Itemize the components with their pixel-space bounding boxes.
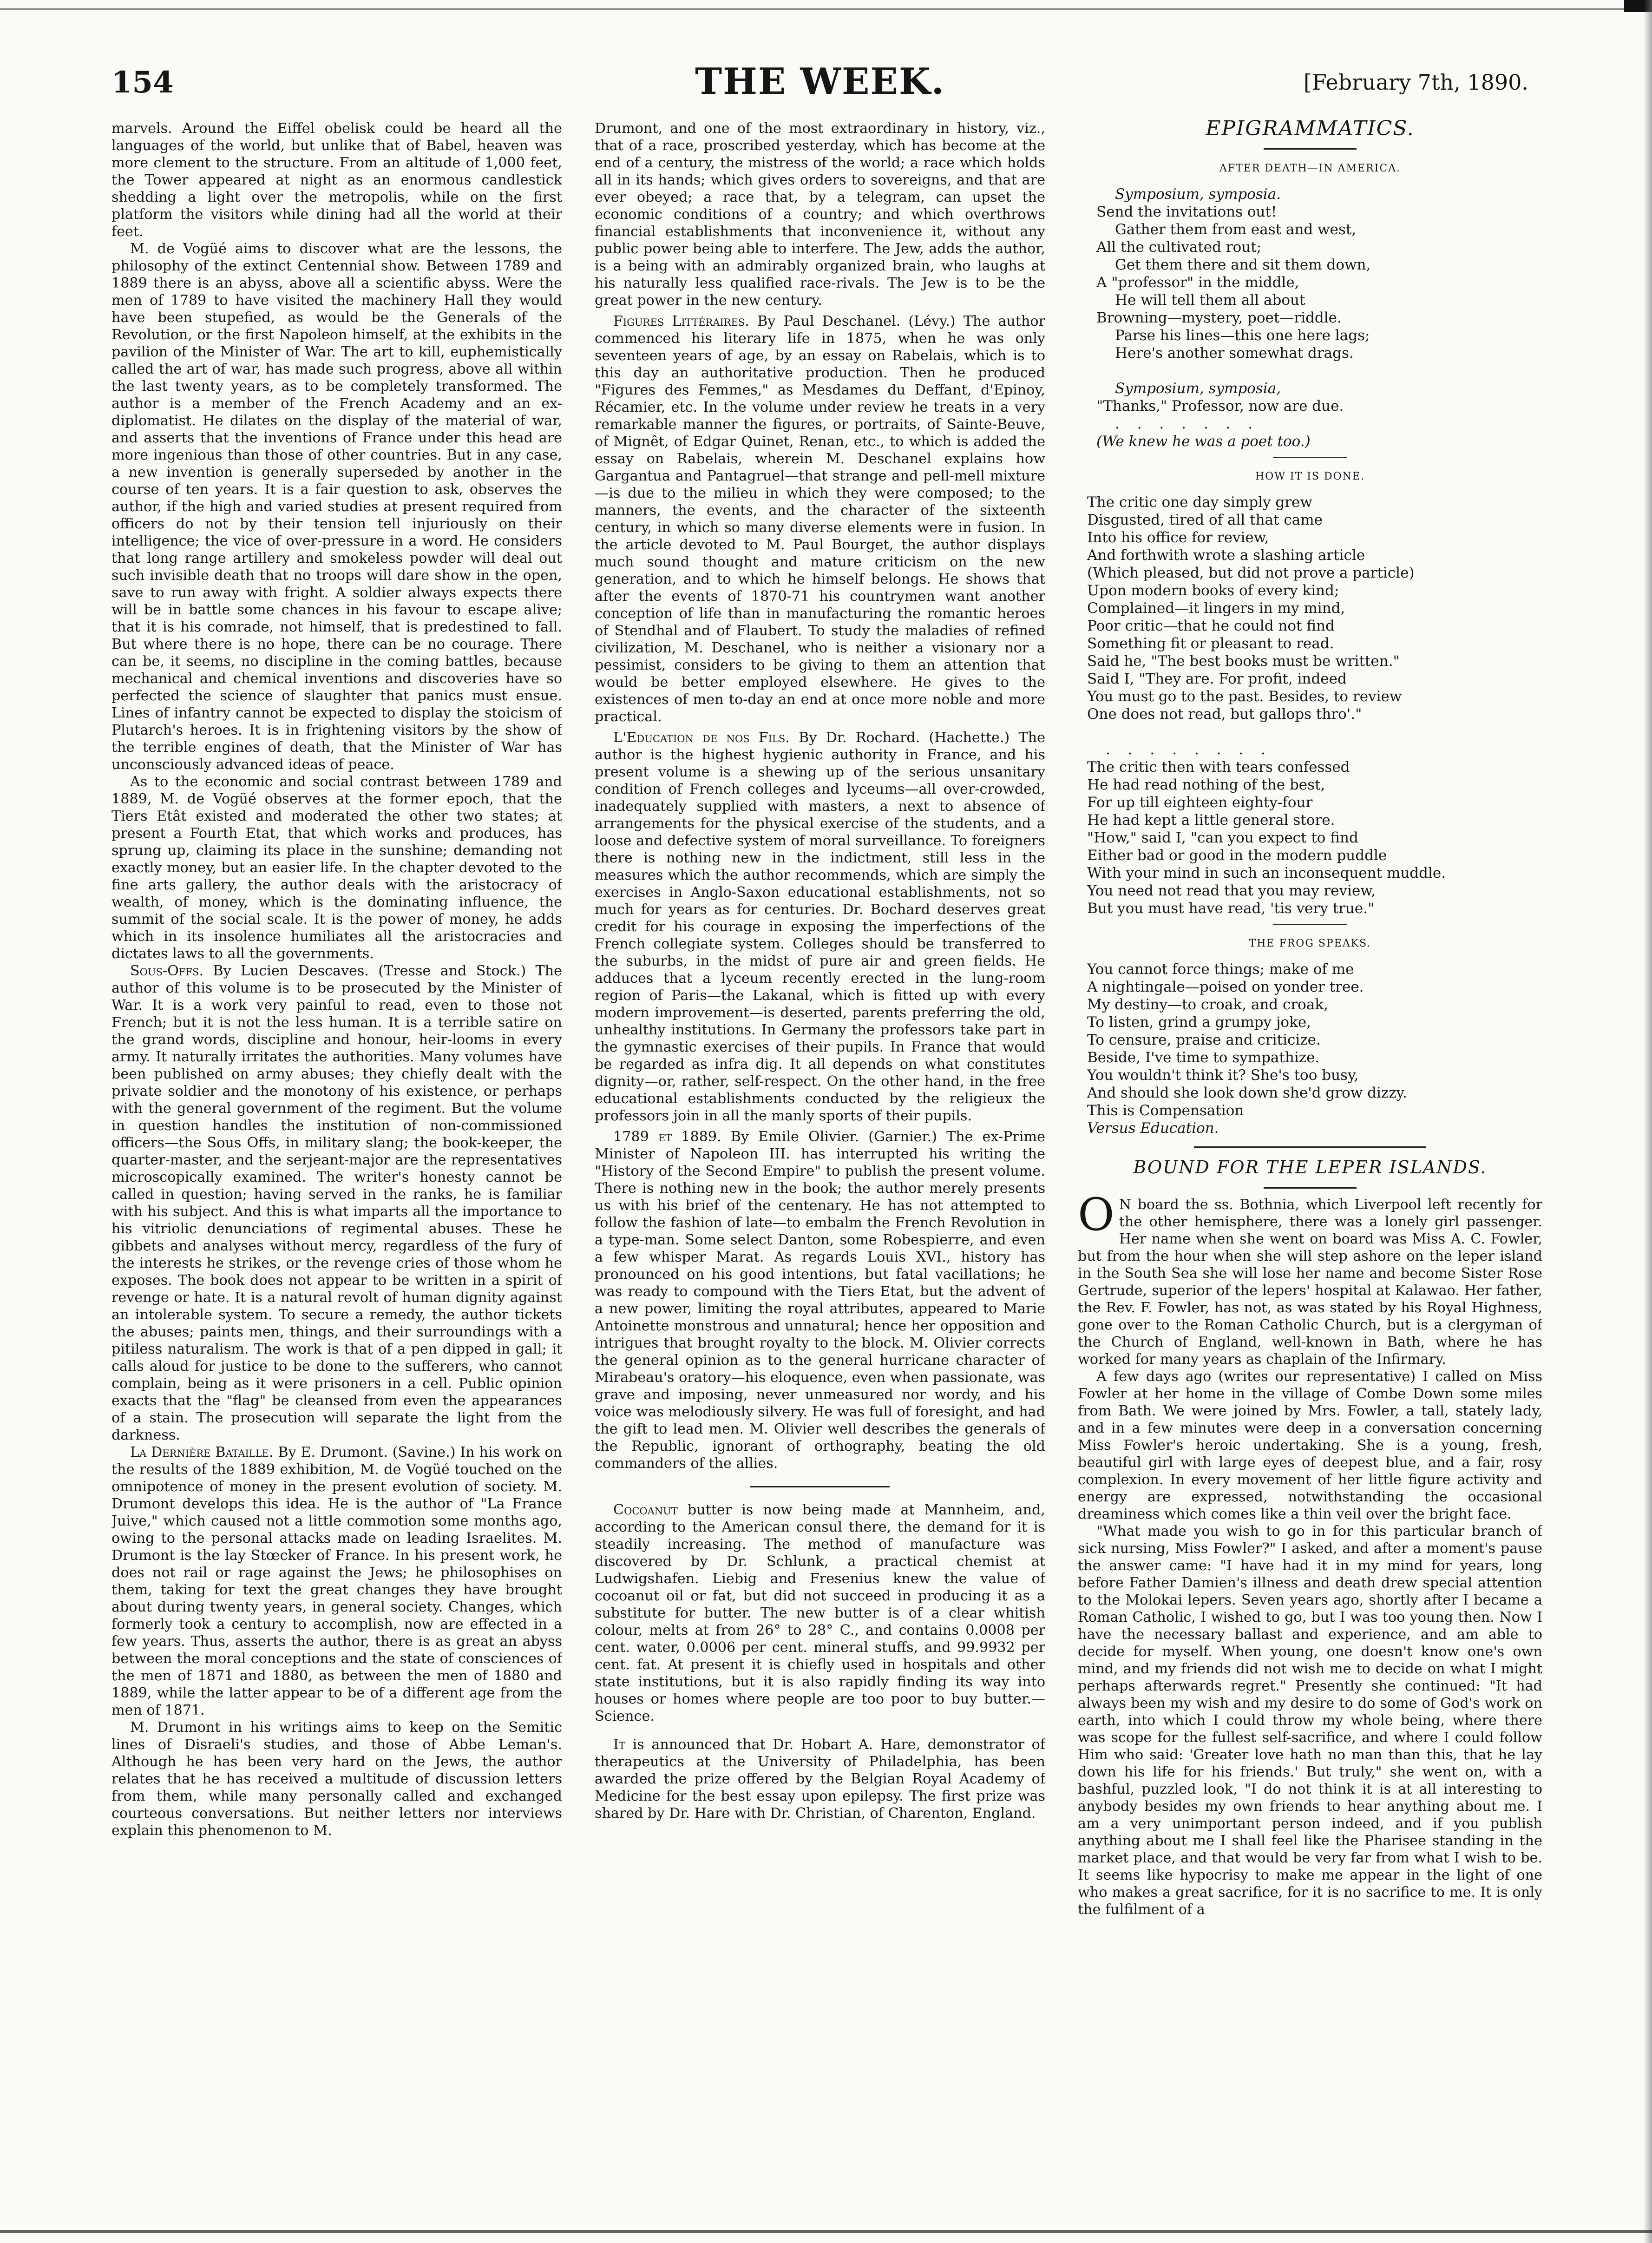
poem-line: To censure, praise and criticize.: [1087, 1032, 1321, 1048]
poem-line: And should she look down she'd grow dizzy.: [1087, 1085, 1407, 1101]
poem-line: But you must have read, 'tis very true.": [1087, 900, 1375, 917]
poem-line: And forthwith wrote a slashing article: [1087, 547, 1365, 564]
poem-line: The critic then with tears confessed: [1087, 759, 1350, 776]
poem-line: (We knew he was a poet too.): [1096, 433, 1311, 450]
paragraph: M. Drumont in his writings aims to keep on the Semitic lines of Disraeli's studies, and those of Abbe Leman's. Although he has been very hard on the Jews, the author relates that he has received a multitude of discussion letters from them, while many personally called and exchanged courteous conversations. But neither letters nor interviews explain this phenomenon to M.: [111, 1719, 562, 1839]
poem-line: Gather them from east and west,: [1115, 221, 1357, 238]
poem-line: Symposium, symposia.: [1115, 186, 1281, 203]
poem-line: This is Compensation: [1087, 1102, 1244, 1119]
review-text: By Emile Olivier. (Garnier.) The ex-Prime Minister of Napoleon III. has interrupted his writing the "History of the Second Empire" to publish the present volume. There is nothing new in the book; the author merely presents us with his brief of the centenary. He has not attempted to follow the fashion of late—to embalm the French Revolution in a type-man. Some select Danton, some Robespierre, and even a few whisper Marat. As regards Louis XVI., history has pronounced on his good intentions, but fatal vacillations; he was ready to compound with the Tiers Etat, but the advent of a new power, limiting the royal attributes, appeared to Marie Antoinette monstrous and unnatural; hence her opposition and intrigues that brought royalty to the block. M. Olivier corrects the general opinion as to the general hurricane character of Mirabeau's oratory—his eloquence, even when passionate, was grave and imposing, never unmeasured nor wordy, and his voice was melodiously silvery. He was full of foresight, and had the gift to lead men. M. Olivier well describes the generals of the Republic, ignorant of orthography, beating the old commanders of the allies.: [595, 1129, 1045, 1472]
review-text: By E. Drumont. (Savine.) In his work on the results of the 1889 exhibition, M. de Vogüé touched on the omnipotence of money in the present evolution of society. M. Drumont develops this idea. He is the author of "La France Juive," which caused not a little commotion some months ago, owing to the personal attacks made on leading Israelites. M. Drumont is the lay Stœcker of France. In his present work, he does not rail or rage against the Jews; he philosophises on them, taking for text the great changes they have brought about during twenty years, in general society. Changes, which formerly took a century to accomplish, now are effected in a few years. Thus, asserts the author, there is as great an abyss between the moral conceptions and the state of consciences of the men of 1871 and 1880, as between the men of 1880 and 1889, while the latter appear to be of a different age from the men of 1871.: [111, 1444, 562, 1718]
poem-line: Poor critic—that he could not find: [1087, 618, 1335, 634]
poem-title: AFTER DEATH—IN AMERICA.: [1219, 163, 1401, 174]
lead-word: It: [613, 1737, 625, 1753]
right-edge-shadow: [1644, 0, 1652, 2243]
poem-line: Something fit or pleasant to read.: [1087, 635, 1334, 652]
poem-line: Complained—it lingers in my mind,: [1087, 600, 1345, 617]
review-paragraph: [111, 962, 562, 1444]
poem-line: Disgusted, tired of all that came: [1087, 512, 1323, 528]
poem-line: He had read nothing of the best,: [1087, 776, 1325, 793]
poem-line: He will tell them all about: [1115, 292, 1305, 309]
divider: [1273, 457, 1347, 458]
column-2: [595, 120, 1045, 2220]
news-paragraph: [595, 1736, 1045, 1822]
poem-line: One does not read, but gallops thro'.": [1087, 706, 1362, 723]
poem-frog-speaks: [1087, 960, 1542, 1137]
poem-line: You need not read that you may review,: [1087, 882, 1376, 899]
poem-line: Beside, I've time to sympathize.: [1087, 1049, 1320, 1066]
news-paragraph: [595, 1501, 1045, 1725]
review-title: Sous-Offs.: [130, 963, 204, 979]
poem-line: Browning—mystery, poet—riddle.: [1096, 309, 1342, 326]
poem-line: Either bad or good in the modern puddle: [1087, 847, 1387, 864]
review-title: Figures Littéraires.: [613, 313, 749, 329]
top-edge-line: [0, 8, 1652, 10]
review-title: L'Education de nos Fils.: [613, 730, 790, 746]
poem-line: Said I, "They are. For profit, indeed: [1087, 671, 1347, 687]
bottom-edge-line: [0, 2230, 1652, 2233]
review-title: La Dernière Bataille.: [130, 1444, 274, 1460]
poem-line: Into his office for review,: [1087, 529, 1269, 546]
page-header: [111, 60, 1528, 116]
divider: [1264, 1187, 1357, 1189]
poem-line: The critic one day simply grew: [1087, 494, 1312, 511]
column-1: [111, 120, 562, 2220]
journal-title: THE WEEK.: [695, 60, 945, 103]
paragraph: Drumont, and one of the most extraordinary in history, viz., that of a race, proscribed yesterday, which has become at the end of a century, the mistress of the world; a race which holds all in its hands; which gives orders to sovereigns, and that are ever obeyed; a race that, by a telegram, can upset the economic conditions of a country; and which overthrows financial establishments that inconvenience it, without any public power being able to interfere. The Jew, adds the author, is a being with an admirably organized brain, who laughs at his naturally less qualified race-rivals. The Jew is to be the great power in the new century.: [595, 120, 1045, 309]
section-title-epigrammatics: EPIGRAMMATICS.: [1206, 120, 1415, 140]
poem-line: All the cultivated rout;: [1096, 239, 1262, 256]
poem-line: Get them there and sit them down,: [1115, 257, 1371, 273]
poem-how-it-is-done: [1087, 493, 1542, 917]
poem-line: For up till eighteen eighty-four: [1087, 794, 1313, 811]
review-paragraph: [595, 1128, 1045, 1472]
divider: [750, 1486, 890, 1487]
section-title-leper-islands: BOUND FOR THE LEPER ISLANDS.: [1133, 1157, 1487, 1177]
review-title: 1789 et 1889.: [613, 1129, 721, 1145]
review-text: By Lucien Descaves. (Tresse and Stock.) The author of this volume is to be prosecuted by the Minister of War. It is a work very painful to read, even to those not French; but it is not the less human. It is a terrible satire on the grand words, discipline and honour, heir-looms in every army. It naturally irritates the authorities. Many volumes have been published on army abuses; they chiefly dealt with the private soldier and the monotony of his existence, or perhaps with the general government of the regiment. But the volume in question handles the institution of non-commissioned officers—the Sous Offs, in military slang; the book-keeper, the quarter-master, and the serjeant-major are the representatives microscopically examined. The writer's honesty cannot be called in question; having served in the ranks, he is familiar with his subject. And this is what imparts all the importance to his vitriolic denunciations of regimental abuses. These he gibbets and analyses without mercy, regardless of the fury of the interests he strikes, or the revenge cries of those whom he exposes. The book does not appear to be written in a spirit of revenge or hate. It is a natural revolt of human dignity against an intolerable system. To secure a remedy, the author tickets the abuses; paints men, things, and their surroundings with a pitiless naturalism. The work is that of a pen dipped in gall; it calls aloud for justice to be done to the sufferers, who cannot complain, being as it were prisoners in a cell. Public opinion exacts that the "flag" be cleansed from even the appearances of a stain. The prosecution will separate the light from the darkness.: [111, 963, 562, 1443]
poem-line: To listen, grind a grumpy joke,: [1087, 1014, 1311, 1031]
news-text: butter is now being made at Mannheim, and, according to the American consul there, the demand for it is steadily increasing. The method of manufacture was discovered by Dr. Schlunk, a practical chemist at Ludwigshafen. Liebig and Fresenius knew the value of cocoanut oil or fat, but did not succeed in producing it as a substitute for butter. The new butter is of a clear whitish colour, melts at from 26° to 28° C., and contains 0.0008 per cent. water, 0.0006 per cent. mineral stuffs, and 99.9932 per cent. fat. At present it is chiefly used in hospitals and other state institutions, but it is also rapidly finding its way into houses or homes where people are too poor to buy butter.—Science.: [595, 1502, 1045, 1724]
issue-date: [February 7th, 1890.: [1304, 70, 1528, 95]
news-text: is announced that Dr. Hobart A. Hare, demonstrator of therapeutics at the University of Philadelphia, has been awarded the prize offered by the Belgian Royal Academy of Medicine for the best essay upon epilepsy. The first prize was shared by Dr. Hare with Dr. Christian, of Charenton, England.: [595, 1737, 1045, 1822]
poem-line: (Which pleased, but did not prove a particle): [1087, 565, 1415, 581]
paragraph: M. de Vogüé aims to discover what are the lessons, the philosophy of the extinct Centennial show. Between 1789 and 1889 there is an abyss, above all a scientific abyss. Were the men of 1789 to have visited the machinery Hall they would have been stupefied, as would be the Generals of the Revolution, or the first Napoleon himself, at the exhibits in the pavilion of the Minister of War. The art to kill, euphemistically called the art of war, has made such progress, above all within the last twenty years, as to be completely transformed. The author is a member of the French Academy and an ex-diplomatist. He dilates on the display of the material of war, and asserts that the inventions of France under this head are more ingenious than those of other countries. But in any case, a new invention is generally superseded by another in the course of ten years. It is a fair question to ask, observes the author, if the high and varied studies at present required from officers do not by their tension tell injuriously on their intelligence; the vice of over-pressure in a word. He considers that long range artillery and smokeless powder will deal out such invisible death that no troops will dare show in the open, save to run away with fright. A soldier always expects there will be in battle some chances in his favour to escape alive; that it is his comrade, not himself, that is predestined to fall. But where there is no hope, there can be no courage. There can be, it seems, no discipline in the coming battles, because mechanical and chemical inventions and discoveries have so perfected the science of slaughter that panics must ensue. Lines of infantry cannot be expected to display the stoicism of Plutarch's heroes. It is in frightening visitors by the show of the terrible engines of death, that the Minister of War has unconsciously advanced ideas of peace.: [111, 241, 562, 773]
drop-cap: O: [1078, 1189, 1114, 1241]
poem-title: HOW IT IS DONE.: [1255, 471, 1365, 482]
poem-line: Symposium, symposia,: [1115, 380, 1281, 397]
divider: [1264, 148, 1357, 150]
column-3: [1078, 120, 1542, 2220]
poem-line: Parse his lines—this one here lags;: [1115, 327, 1370, 344]
ellipsis-line: . . . . . . .: [1115, 415, 1259, 432]
poem-line: Send the invitations out!: [1096, 204, 1277, 220]
paragraph: As to the economic and social contrast between 1789 and 1889, M. de Vogüé observes at the former epoch, that the Tiers Etât existed and moderated the other two states; at present a Fourth Etat, that which works and produces, has sprung up, claiming its place in the sunshine; demanding not exactly money, but an easier life. In the chapter devoted to the fine arts gallery, the author deals with the aristocracy of wealth, of money, which is the dominating influence, the summit of the social scale. It is the power of money, he adds which in its insolence humiliates all the aristocracies and dictates laws to all the governments.: [111, 774, 562, 962]
page-number: 154: [111, 65, 174, 100]
poem-line: He had kept a little general store.: [1087, 812, 1335, 829]
poem-line: "Thanks," Professor, now are due.: [1096, 398, 1344, 414]
poem-line: "How," said I, "can you expect to find: [1087, 829, 1358, 846]
poem-line: My destiny—to croak, and croak,: [1087, 996, 1328, 1013]
poem-line: Versus Education.: [1087, 1120, 1219, 1137]
review-paragraph: [595, 313, 1045, 725]
poem-title: THE FROG SPEAKS.: [1249, 938, 1371, 949]
review-paragraph: [111, 1444, 562, 1719]
poem-line: A nightingale—poised on yonder tree.: [1087, 979, 1364, 995]
ellipsis-line: . . . . . . . .: [1106, 741, 1272, 758]
divider: [1194, 1146, 1426, 1148]
poem-line: You cannot force things; make of me: [1087, 961, 1354, 978]
poem-line: A "professor" in the middle,: [1096, 274, 1299, 291]
article-opening: [1078, 1189, 1542, 1368]
review-paragraph: [595, 729, 1045, 1125]
poem-after-death: [1096, 185, 1542, 450]
poem-line: With your mind in such an inconsequent muddle.: [1087, 865, 1446, 881]
poem-line: Here's another somewhat drags.: [1115, 345, 1354, 362]
lead-word: Cocoanut: [613, 1502, 678, 1518]
divider: [1273, 924, 1347, 925]
poem-line: You must go to the past. Besides, to review: [1087, 688, 1402, 705]
article-text: N board the ss. Bothnia, which Liverpool left recently for the other hemisphere, there was a lonely girl passenger. Her name when she went on board was Miss A. C. Fowler, but from the hour when she will step ashore on the leper island in the South Sea she will lose her name and become Sister Rose Gertrude, superior of the lepers' hospital at Kalawao. Her father, the Rev. F. Fowler, has not, as was stated by his Royal Highness, gone over to the Roman Catholic Church, but is a clergyman of the Church of England, well-known in Bath, where he has worked for many years as chaplain of the Infirmary.: [1078, 1197, 1542, 1368]
poem-line: You wouldn't think it? She's too busy,: [1087, 1067, 1359, 1084]
paragraph: "What made you wish to go in for this particular branch of sick nursing, Miss Fowler?" I asked, and after a moment's pause the answer came: "I have had it in my mind for years, long before Father Damien's illness and death drew special attention to the Molokai lepers. Seven years ago, shortly after I became a Roman Catholic, I wished to go, but I was too young then. Now I have the necessary ballast and experience, and am able to decide for myself. When young, one doesn't know one's own mind, and my friends did not wish me to decide on what I might perhaps afterwards regret." Presently she continued: "It had always been my wish and my desire to do some of God's work on earth, into which I could throw my whole being, where there was scope for the fullest self-sacrifice, and where I could follow Him who said: 'Greater love hath no man than this, that he lay down his life for his friends.' But truly," she went on, with a bashful, puzzled look, "I do not think it is at all interesting to anybody besides my own friends to hear anything about me. I am a very unimportant person indeed, and if you publish anything about me I shall feel like the Pharisee standing in the market place, and that would be very far from what I wish to be. It seems like hypocrisy to make me appear in the light of one who makes a great sacrifice, for it is no sacrifice to me. It is only the fulfilment of a: [1078, 1523, 1542, 1918]
paragraph: A few days ago (writes our representative) I called on Miss Fowler at her home in the village of Combe Down some miles from Bath. We were joined by Mrs. Fowler, a tall, stately lady, and in a few minutes were deep in a conversation concerning Miss Fowler's heroic undertaking. She is a young, fresh, beautiful girl with large eyes of deepest blue, and a fair, rosy complexion. In every movement of her little figure activity and energy are expressed, notwithstanding the occasional dreaminess which comes like a thin veil over the bright face.: [1078, 1368, 1542, 1522]
review-text: By Dr. Rochard. (Hachette.) The author is the highest hygienic authority in France, and his present volume is a shewing up of the serious unsanitary condition of French colleges and lyceums—all over-crowded, inadequately supplied with masters, a next to absence of arrangements for the physical exercise of the students, and a loose and defective system of moral surveillance. To foreigners there is nothing new in the indictment, still less in the measures which the author recommends, which are simply the exercises in Anglo-Saxon educational establishments, not so much for years as for centuries. Dr. Bochard deserves great credit for his courage in exposing the imperfections of the French collegiate system. Colleges should be transferred to the suburbs, in the midst of pure air and green fields. He adduces that a lyceum recently erected in the lung-room region of Paris—the Lakanal, which is fitted up with every modern improvement—is deserted, parents preferring the old, unhealthy institutions. In Germany the professors take part in the gymnastic exercises of their pupils. In France that would be regarded as infra dig. It all depends on what constitutes dignity—or, rather, self-respect. On the other hand, in the free educational establishments conducted by the religieux the professors join in all the manly sports of their pupils.: [595, 730, 1045, 1124]
poem-line: Upon modern books of every kind;: [1087, 582, 1339, 599]
poem-line: Said he, "The best books must be written.": [1087, 653, 1400, 670]
review-text: By Paul Deschanel. (Lévy.) The author commenced his literary life in 1875, when he was only seventeen years of age, by an essay on Rabelais, which is to this day an authoritative production. Then he produced "Figures des Femmes," as Mesdames du Deffant, d'Epinoy, Récamier, etc. In the volume under review he treats in a very remarkable manner the figures, or portraits, of Sainte-Beuve, of Mignêt, of Edgar Quinet, Renan, etc., to which is added the essay on Rabelais, wherein M. Deschanel explains how Gargantua and Pantagruel—that strange and pell-mell mixture—is due to the milieu in which they were composed; to the manners, the events, and the character of the sixteenth century, in which so many diverse elements were in fusion. In the article devoted to M. Paul Bourget, the author displays much sound thought and mature criticism on the new generation, and to which he himself belongs. He shows that after the events of 1870-71 his countrymen want another conception of life than in manufacturing the romantic heroes of Stendhal and of Flaubert. To study the maladies of refined civilization, M. Deschanel, who is neither a visionary nor a pessimist, considers to be giving to them an attention that would be better employed elsewhere. He gives to the existences of men to-day an end at once more noble and more practical.: [595, 313, 1045, 725]
paragraph: marvels. Around the Eiffel obelisk could be heard all the languages of the world, but unlike that of Babel, heaven was more clement to the structure. From an altitude of 1,000 feet, the Tower appeared at night as an enormous candlestick shedding a light over the metropolis, while on the first platform the visitors while dining had all the world at their feet.: [111, 120, 562, 240]
